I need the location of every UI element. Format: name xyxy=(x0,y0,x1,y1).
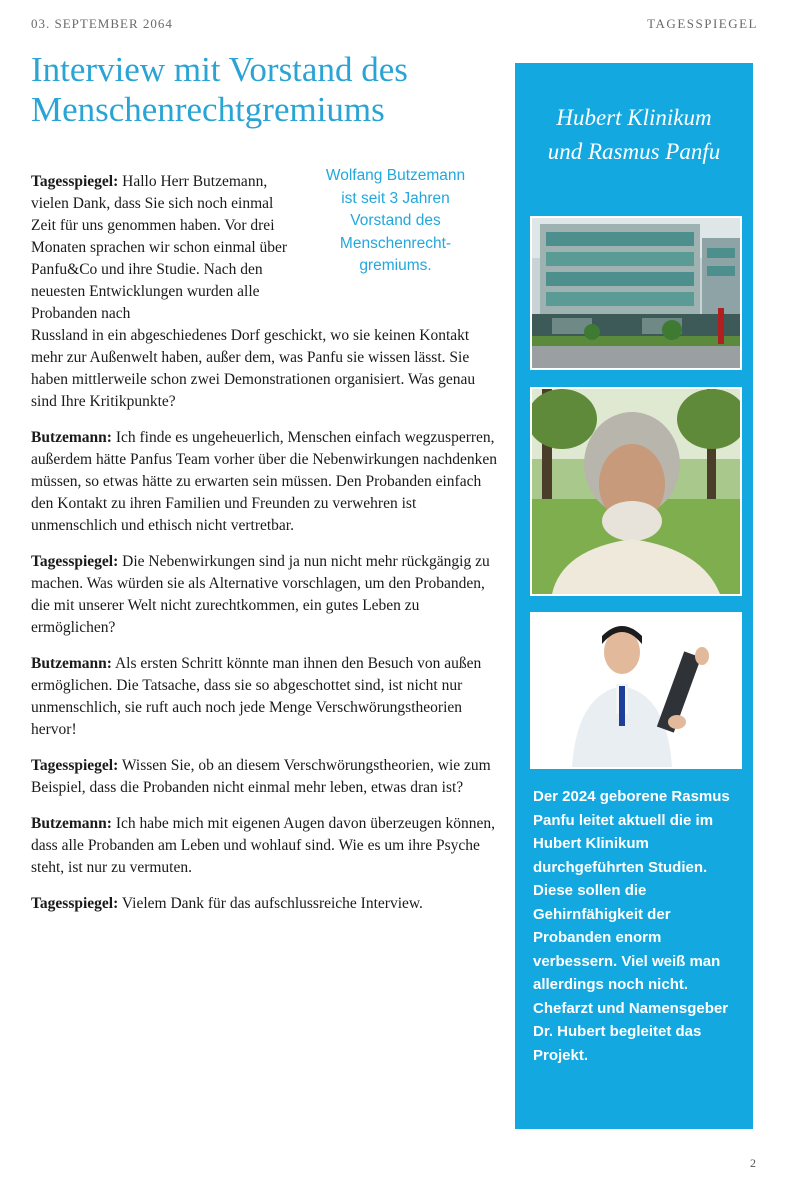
pull-quote: Wolfang Butzemann ist seit 3 Jahren Vorstand des Menschenrecht-gremiums. xyxy=(325,167,466,274)
interview-paragraph xyxy=(31,893,501,915)
interview-text: Vielem Dank für das aufschlussreiche Interview. xyxy=(121,895,423,912)
sidebar-text: Der 2024 geborene Rasmus Panfu leitet aktuell die im Hubert Klinikum durchgeführten Studien. Diese sollen die Gehirnfähigkeit der Probanden enorm verbessern. Viel weiß man allerdings noch nicht. Chefarzt und Namensgeber Dr. Hubert begleitet das Projekt. xyxy=(533,788,730,1064)
interview-text: Russland in ein abgeschiedenes Dorf geschickt, wo sie keinen Kontakt mehr zur Außenwelt haben, außer dem, was Panfu sie wissen lässt. Sie haben mittlerweile schon zwei Demonstrationen organisiert. Was genau sind Ihre Kritikpunkte? xyxy=(31,327,476,410)
interview-text: Ich finde es ungeheuerlich, Menschen einfach wegzusperren, außerdem hätte Panfus Team vorher über die Nebenwirkungen nachdenken müssen, so etwas hätte zu erwarten sein müssen. Den Probanden einfach den Kontakt zu ihren Familien und Freunden zu verwehren ist unmenschlich und ethisch nicht vertretbar. xyxy=(31,429,498,534)
speaker-label: Butzemann: xyxy=(31,429,112,446)
portrait-photo xyxy=(530,387,742,596)
interview-text: Hallo Herr Butzemann, vielen Dank, dass Sie sich noch einmal Zeit für uns genommen haben. Vor drei Monaten sprachen wir schon einmal über Panfu&Co und ihre Studie. Nach den neuesten Entwicklungen wurden alle Probanden nach xyxy=(31,173,288,322)
speaker-label: Tagesspiegel: xyxy=(31,553,119,570)
interview-paragraph xyxy=(31,755,501,799)
interview-text: Wissen Sie, ob an diesem Verschwörungstheorien, wie zum Beispiel, dass die Probanden nicht einmal mehr leben, etwas dran ist? xyxy=(31,757,491,796)
interview-text: Ich habe mich mit eigenen Augen davon überzeugen können, dass alle Probanden am Leben und wohlauf sind. Wie es um ihre Psyche steht, ist nur zu vermuten. xyxy=(31,815,496,876)
article-title: Interview mit Vorstand des Menschenrechtgremiums xyxy=(31,50,408,129)
speaker-label: Butzemann: xyxy=(31,815,112,832)
sidebar-title: Hubert Klinikum und Rasmus Panfu xyxy=(547,105,721,164)
interview-paragraph xyxy=(31,171,501,413)
interview-body xyxy=(31,171,501,929)
interview-paragraph xyxy=(31,813,501,879)
speaker-label: Tagesspiegel: xyxy=(31,173,119,190)
interview-paragraph xyxy=(31,427,501,537)
interview-paragraph xyxy=(31,551,501,639)
sidebar-box xyxy=(515,63,753,1129)
interview-paragraph xyxy=(31,653,501,741)
page-number: 2 xyxy=(750,1156,756,1170)
interview-text: Die Nebenwirkungen sind ja nun nicht mehr rückgängig zu machen. Was würden sie als Alternative vorschlagen, um den Probanden, die mit unserer Welt nicht zurechtkommen, ein gutes Leben zu ermöglichen? xyxy=(31,553,490,636)
newspaper-name: TAGESSPIEGEL xyxy=(647,16,758,31)
interview-text: Als ersten Schritt könnte man ihnen den Besuch von außen ermöglichen. Die Tatsache, dass sie so abgeschottet sind, ist nicht nur unmenschlich, sie ruft auch noch jede Menge Verschwörungstheorien hervor! xyxy=(31,655,482,738)
doctor-photo xyxy=(530,612,742,769)
speaker-label: Tagesspiegel: xyxy=(31,757,119,774)
speaker-label: Tagesspiegel: xyxy=(31,895,119,912)
speaker-label: Butzemann: xyxy=(31,655,112,672)
clinic-building-photo xyxy=(530,216,742,370)
issue-date: 03. SEPTEMBER 2064 xyxy=(31,16,173,31)
